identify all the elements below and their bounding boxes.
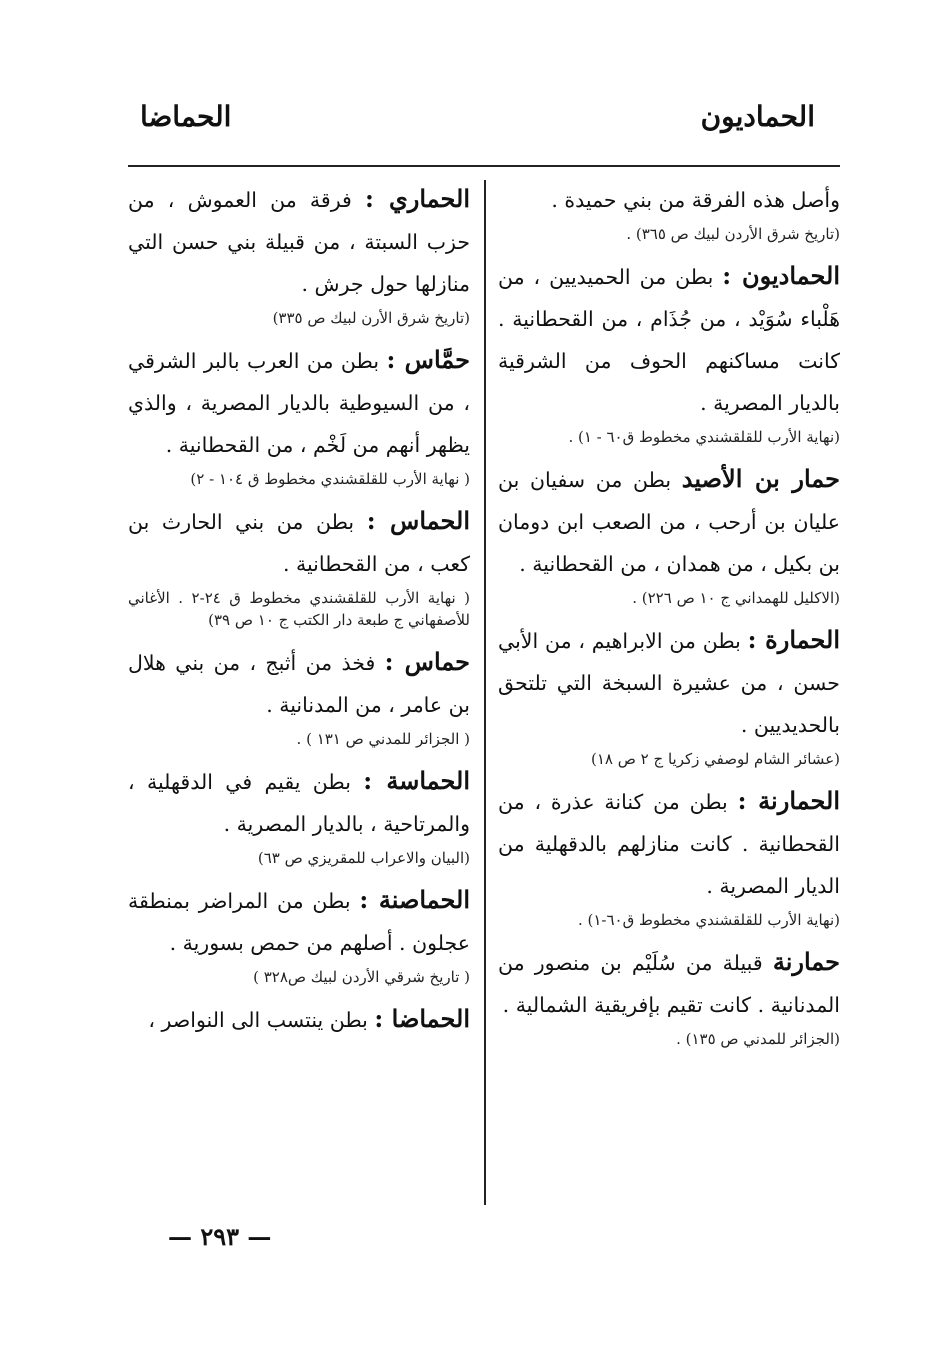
entry-text: قبيلة من سُلَيْم بن منصور من المدنانية . كانت تقيم بإفريقية الشمالية . [498, 951, 840, 1017]
entry-text: بطن ينتسب الى النواصر ، [148, 1008, 368, 1032]
entry-term: الحماضا : [374, 1004, 470, 1033]
entry-source: (الجزائر للمدني ص ١٣٥) . [676, 1030, 840, 1048]
entry-text: بطن من المراضر بمنطقة عجلون . أصلهم من حمص بسورية . [128, 889, 470, 955]
entry-source: ( نهاية الأرب للقلقشندي مخطوط ق ١٠٤ - ٢) [190, 470, 470, 488]
entry-term: حمَّاس : [386, 345, 470, 374]
entry-text: بطن من بني الحارث بن كعب ، من القحطانية . [128, 510, 470, 576]
entry-source: ( الجزائر للمدني ص ١٣١ ) . [296, 730, 470, 748]
entry-text: بطن من كنانة عذرة ، من القحطانية . كانت منازلهم بالدقهلية من الديار المصرية . [498, 790, 840, 898]
entry-source: (نهاية الأرب للقلقشندي مخطوط ق٦٠-١) . [577, 911, 840, 929]
entry-term: الحماصنة : [359, 885, 470, 914]
entry [128, 760, 470, 869]
entry [128, 500, 470, 631]
entry-source: (عشائر الشام لوصفي زكريا ج ٢ ص ١٨) [591, 750, 840, 768]
entry [498, 619, 840, 770]
entry [128, 879, 470, 988]
column-divider [484, 180, 486, 1205]
entry-text: بطن يقيم في الدقهلية ، والمرتاحية ، بالديار المصرية . [128, 770, 470, 836]
header-rule [128, 165, 840, 167]
entry-text: وأصل هذه الفرقة من بني حميدة . [551, 188, 840, 212]
page-number: — ٢٩٣ — [168, 1222, 272, 1251]
right-column [498, 178, 840, 1060]
entry-text: فخذ من أثبج ، من بني هلال بن عامر ، من المدنانية . [128, 651, 470, 717]
entry-source: (الاكليل للهمداني ج ١٠ ص ٢٢٦) . [632, 589, 840, 607]
entry-term: الحمارة : [747, 625, 840, 654]
entry [498, 941, 840, 1050]
entry [128, 998, 470, 1041]
entry [498, 780, 840, 931]
entry [498, 178, 840, 245]
entry-term: الحماديون : [722, 261, 841, 290]
entry-term: حمارنة [772, 947, 840, 976]
running-header-left: الحماضا [140, 100, 232, 133]
entry-source: (تاريخ شرق الأرن لبيك ص ٣٣٥) [272, 309, 470, 327]
entry [128, 178, 470, 329]
entry-term: الحماري : [365, 184, 470, 213]
entry [128, 339, 470, 490]
entry-source: ( تاريخ شرقي الأردن لبيك ص٣٢٨ ) [253, 968, 470, 986]
entry-text: بطن من الحميديين ، من هَلْباء سُوَيْد ، من جُذَام ، من القحطانية . كانت مساكنهم الحوف من الشرقية بالديار المصرية . [498, 265, 840, 415]
entry-text: بطن من الابراهيم ، من الأبي حسن ، من عشيرة السبخة التي تلتحق بالحديديين . [498, 629, 840, 737]
entry-text: فرقة من العموش ، من حزب السبتة ، من قبيلة بني حسن التي منازلها حول جرش . [128, 188, 470, 296]
entry-source: (تاريخ شرق الأردن لبيك ص ٣٦٥) . [626, 225, 840, 243]
entry-source: (نهاية الأرب للقلقشندي مخطوط ق٦٠ - ١) . [568, 428, 840, 446]
entry [498, 458, 840, 609]
entry-text: بطن من سفيان بن عليان بن أرحب ، من الصعب ابن دومان بن بكيل ، من همدان ، من القحطانية . [498, 468, 840, 576]
entry-source: ( نهاية الأرب للقلقشندي مخطوط ق ٢٤-٢ . الأغاني للأصفهاني ج طبعة دار الكتب ج ١٠ ص ٣٩) [128, 589, 470, 629]
left-column [128, 178, 470, 1041]
entry-text: بطن من العرب بالبر الشرقي ، من السيوطية بالديار المصرية ، والذي يظهر أنهم من لَخْم ، من القحطانية . [128, 349, 470, 457]
entry-term: الحماسة : [363, 766, 470, 795]
running-header-right: الحماديون [700, 100, 815, 133]
entry-term: الحماس : [366, 506, 470, 535]
entry-source: (البيان والاعراب للمقريزي ص ٦٣) [257, 849, 470, 867]
entry-term: حمار بن الأصيد [681, 464, 840, 493]
entry [498, 255, 840, 448]
entry [128, 641, 470, 750]
entry-term: الحمارنة : [737, 786, 840, 815]
entry-term: حماس : [384, 647, 470, 676]
